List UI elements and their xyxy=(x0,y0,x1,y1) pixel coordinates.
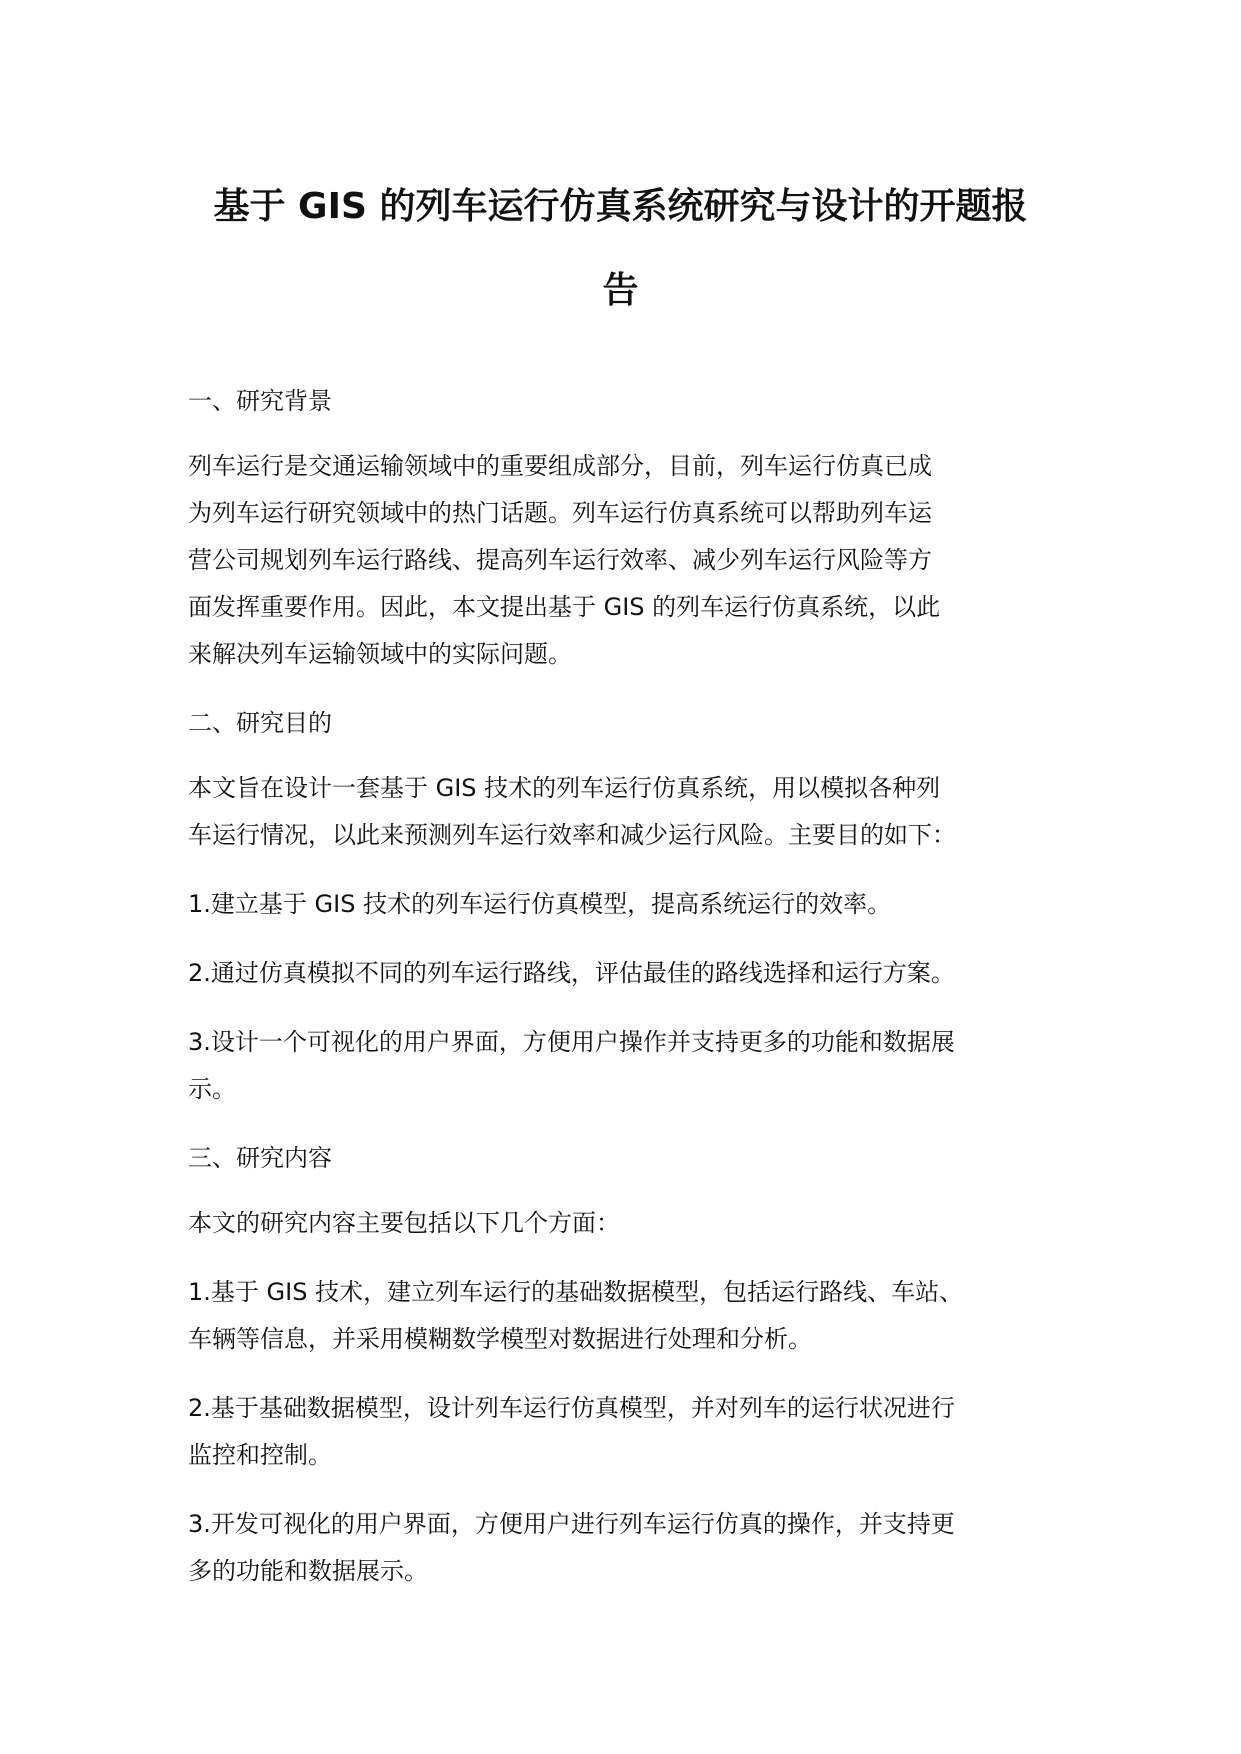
document-body xyxy=(188,378,1088,1617)
text-line: 1.建立基于 GIS 技术的列车运行仿真模型，提高系统运行的效率。 xyxy=(188,890,892,918)
paragraph xyxy=(188,765,1088,859)
text-line: 车运行情况，以此来预测列车运行效率和减少运行风险。主要目的如下： xyxy=(188,821,956,849)
text-line: 示。 xyxy=(188,1075,236,1103)
paragraph xyxy=(188,1501,1088,1595)
paragraph xyxy=(188,1200,1088,1247)
text-line: 本文的研究内容主要包括以下几个方面： xyxy=(188,1209,620,1237)
text-line: 一、研究背景 xyxy=(188,387,332,415)
paragraph xyxy=(188,443,1088,678)
section-heading xyxy=(188,700,1088,747)
text-line: 二、研究目的 xyxy=(188,709,332,737)
paragraph xyxy=(188,1385,1088,1479)
text-line: 面发挥重要作用。因此，本文提出基于 GIS 的列车运行仿真系统，以此 xyxy=(188,593,941,621)
text-line: 3.设计一个可视化的用户界面，方便用户操作并支持更多的功能和数据展 xyxy=(188,1028,955,1056)
text-line: 车辆等信息，并采用模糊数学模型对数据进行处理和分析。 xyxy=(188,1325,812,1353)
paragraph xyxy=(188,950,1088,997)
text-line: 监控和控制。 xyxy=(188,1441,332,1469)
text-line: 2.通过仿真模拟不同的列车运行路线，评估最佳的路线选择和运行方案。 xyxy=(188,959,955,987)
text-line: 为列车运行研究领域中的热门话题。列车运行仿真系统可以帮助列车运 xyxy=(188,499,932,527)
section-heading xyxy=(188,1135,1088,1182)
section-heading xyxy=(188,378,1088,425)
text-line: 营公司规划列车运行路线、提高列车运行效率、减少列车运行风险等方 xyxy=(188,546,932,574)
paragraph xyxy=(188,1019,1088,1113)
document-title-line-1: 基于 GIS 的列车运行仿真系统研究与设计的开题报 xyxy=(213,186,1028,227)
text-line: 2.基于基础数据模型，设计列车运行仿真模型，并对列车的运行状况进行 xyxy=(188,1394,955,1422)
text-line: 多的功能和数据展示。 xyxy=(188,1557,428,1585)
text-line: 1.基于 GIS 技术，建立列车运行的基础数据模型，包括运行路线、车站、 xyxy=(188,1278,964,1306)
text-line: 三、研究内容 xyxy=(188,1144,332,1172)
text-line: 来解决列车运输领域中的实际问题。 xyxy=(188,640,572,668)
paragraph xyxy=(188,1269,1088,1363)
text-line: 列车运行是交通运输领域中的重要组成部分，目前，列车运行仿真已成 xyxy=(188,452,932,480)
document-title-line-2: 告 xyxy=(602,270,639,311)
paragraph xyxy=(188,881,1088,928)
text-line: 本文旨在设计一套基于 GIS 技术的列车运行仿真系统，用以模拟各种列 xyxy=(188,774,941,802)
text-line: 3.开发可视化的用户界面，方便用户进行列车运行仿真的操作，并支持更 xyxy=(188,1510,955,1538)
